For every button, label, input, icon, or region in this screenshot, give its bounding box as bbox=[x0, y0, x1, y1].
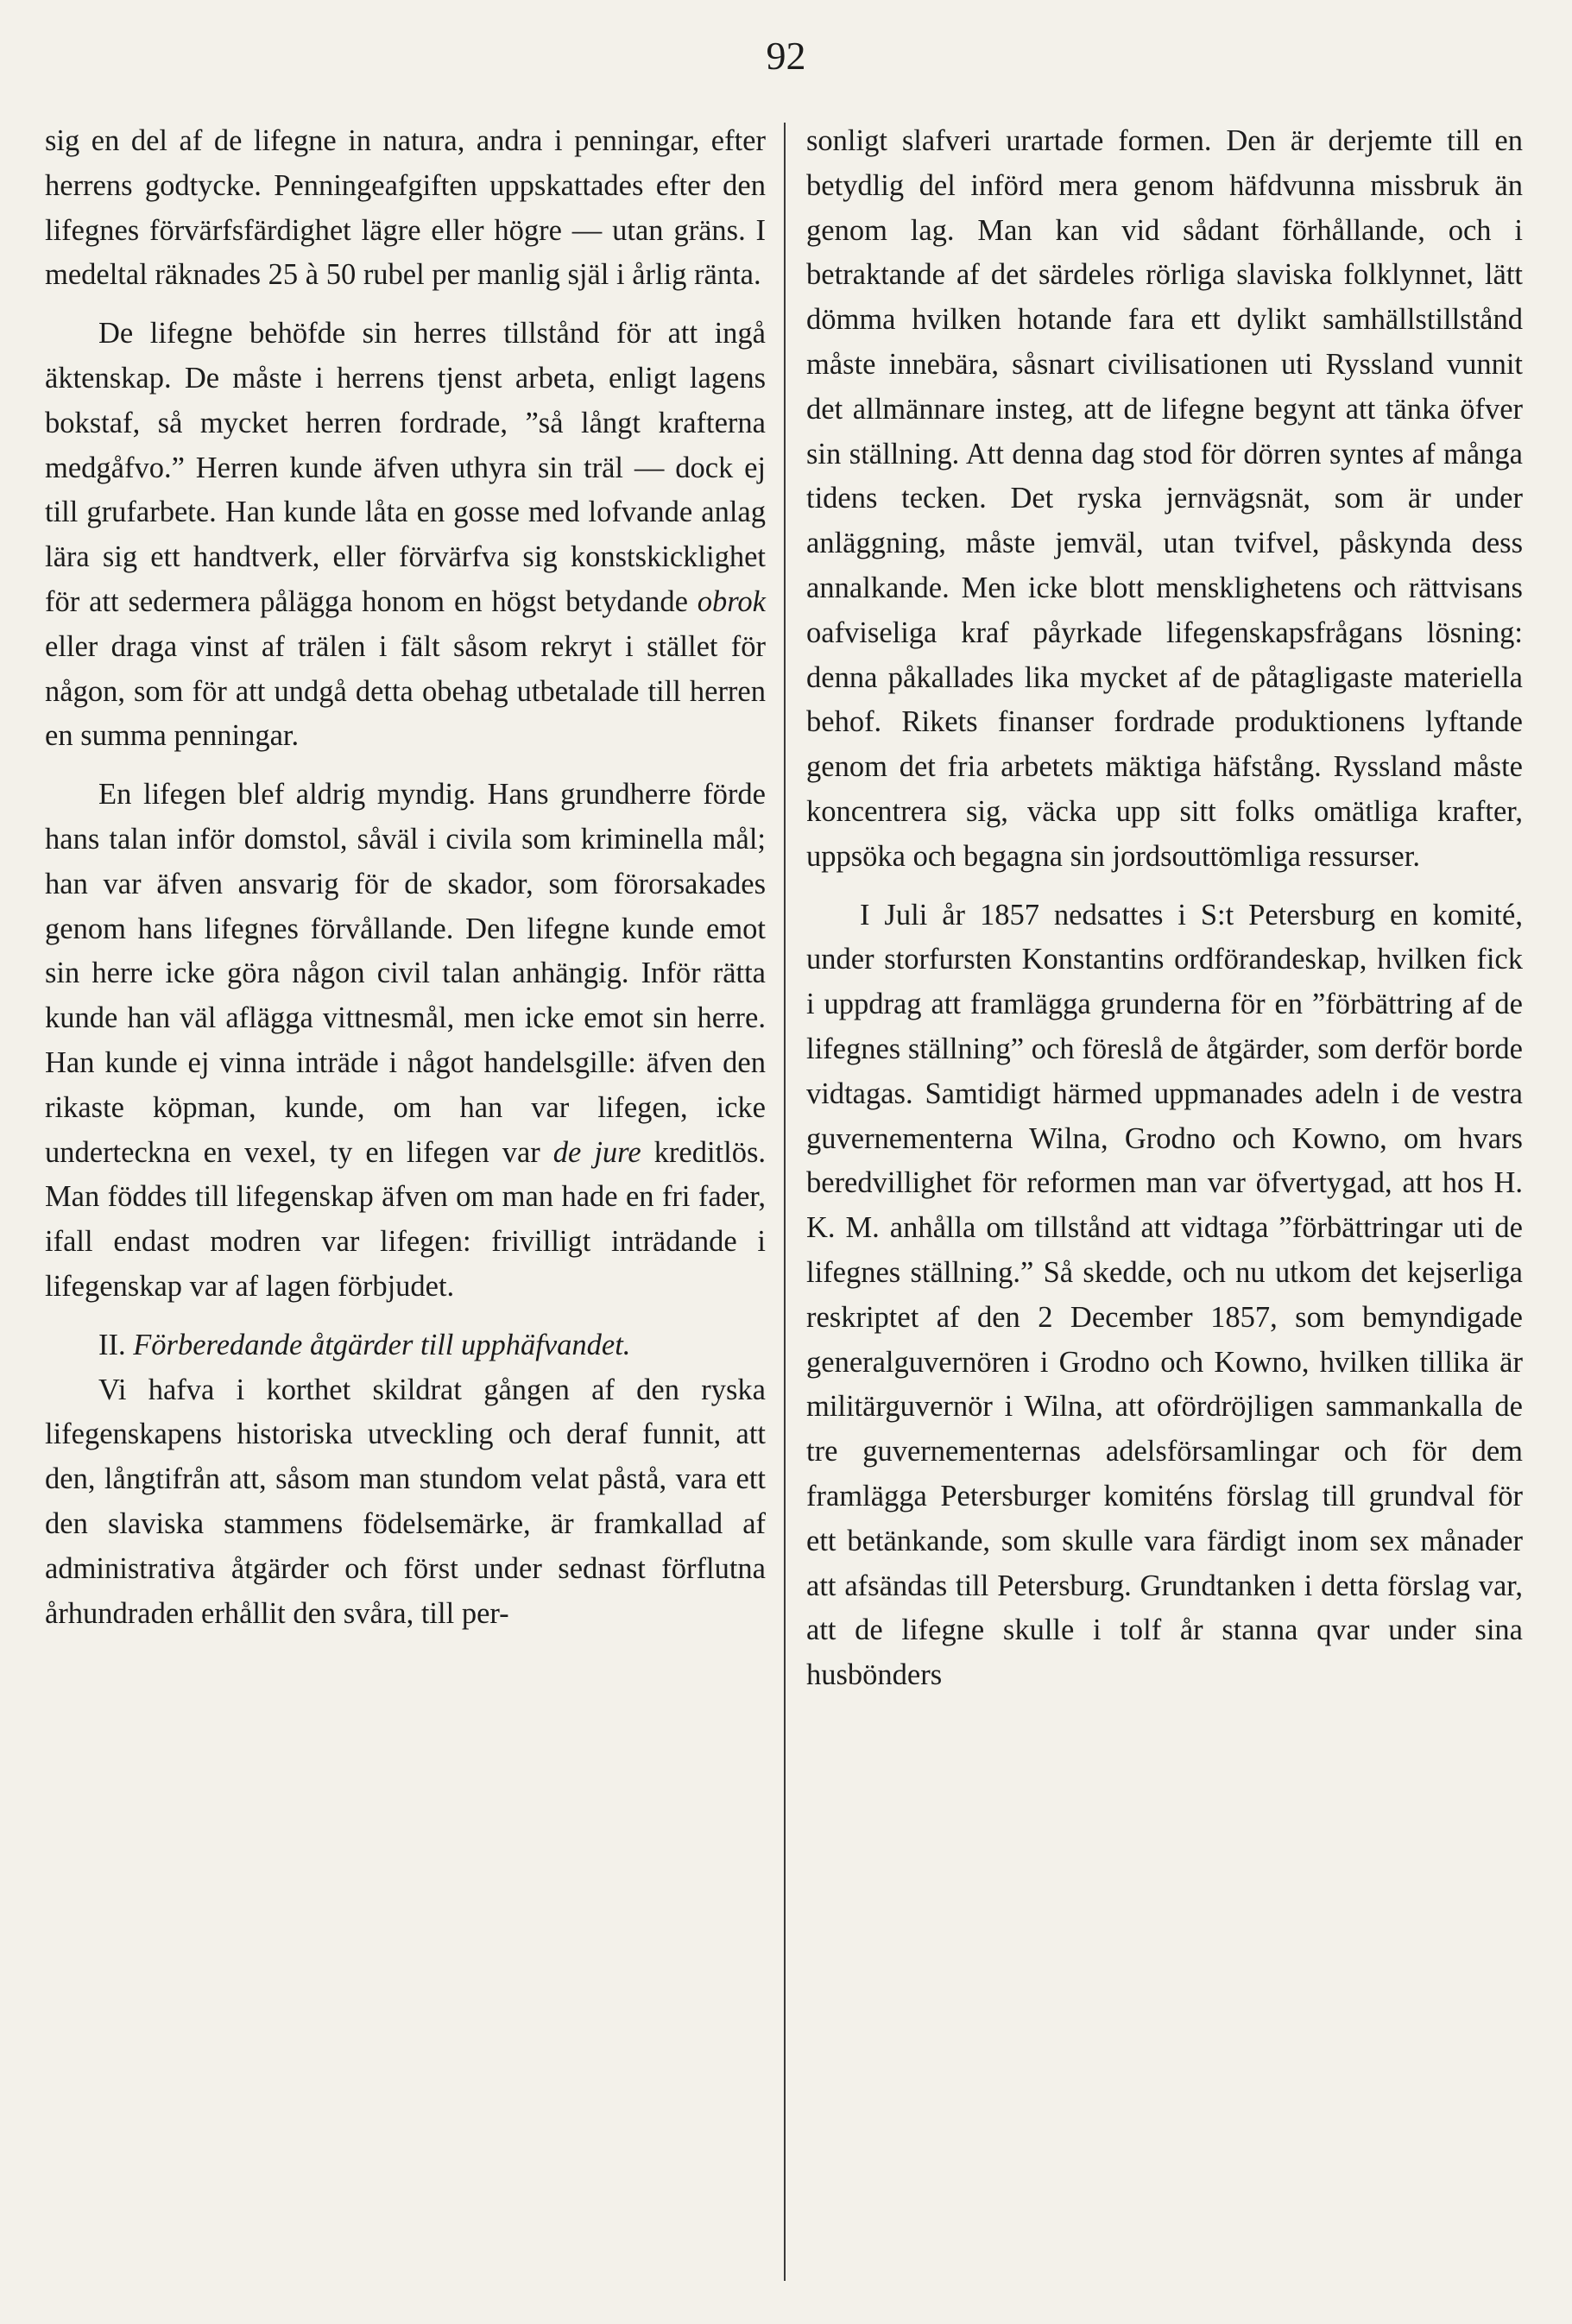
section-title: Förberedande åtgärder till upphäfvandet. bbox=[133, 1328, 631, 1361]
paragraph-text: De lifegne behöfde sin herres tillstånd för att ingå äktenskap. De måste i herrens tjenst arbeta, enligt lagens bokstaf, så mycket herren fordrade, ”så långt krafterna medgåfvo.” Herren kunde äfven uthyra sin träl — dock ej till grufarbete. Han kunde låta en gosse med lofvande anlag lära sig ett handtverk, eller förvärfva sig konstskicklighet för att sedermera pålägga honom en högst betydande bbox=[45, 317, 766, 618]
italic-term: obrok bbox=[697, 584, 766, 618]
section-heading bbox=[45, 1323, 766, 1368]
paragraph-text: En lifegen blef aldrig myndig. Hans grundherre förde hans talan inför domstol, såväl i civila som kriminella mål; han var äfven ansvarig för de skador, som förorsakades genom hans lifegnes förvållande. Den lifegne kunde emot sin herre icke göra någon civil talan anhängig. Inför rätta kunde han väl aflägga vittnesmål, men icke emot sin herre. Han kunde ej vinna inträde i något handelsgille: äfven den rikaste köpman, kunde, om han var lifegen, icke underteckna en vexel, ty en lifegen var bbox=[45, 778, 766, 1169]
paragraph-text: eller draga vinst af trälen i fält såsom rekryt i stället för någon, som för att undgå detta obehag utbetalade till herren en summa penningar. bbox=[45, 629, 766, 753]
paragraph: I Juli år 1857 nedsattes i S:t Petersburg en komité, under storfursten Konstantins ordförandeskap, hvilken fick i uppdrag att framlägga grunderna för en ”förbättring af de lifegnes ställning” och föreslå de åtgärder, som derför borde vidtagas. Samtidigt härmed uppmanades adeln i de vestra guvernementerna Wilna, Grodno och Kowno, om hvars beredvillighet för reformen man var öfvertygad, att hos H. K. M. anhålla om tillstånd att vidtaga ”förbättringar uti de lifegnes ställning.” Så skedde, och nu utkom det kejserliga reskriptet af den 2 December 1857, som bemyndigade generalguvernören i Grodno och Kowno, hvilken tillika är militärguvernör i Wilna, att ofördröjligen sammankalla de tre guvernementernas adelsförsamlingar och för dem framlägga Petersburger komiténs förslag till grundval för ett betänkande, som skulle vara färdigt inom sex månader att afsändas till Petersburg. Grundtanken i detta förslag var, att de lifegne skulle i tolf år stanna qvar under sina husbönders bbox=[806, 898, 1523, 1692]
paragraph-gap bbox=[45, 1310, 766, 1323]
paragraph-text: kreditlös. Man föddes till lifegenskap äfven om man hade en fri fader, ifall endast modren var lifegen: frivilligt inträdande i lifegenskap var af lagen förbjudet. bbox=[45, 1135, 767, 1303]
page-number: 92 bbox=[766, 34, 806, 78]
paragraph: sig en del af de lifegne in natura, andra i penningar, efter herrens godtycke. Penningeafgiften uppskattades efter den lifegnes förvärfsfärdighet lägre eller högre — utan gräns. I medeltal räknades 25 à 50 rubel per manlig själ i årlig ränta. bbox=[45, 124, 766, 292]
right-column bbox=[806, 119, 1523, 1698]
section-number: II. bbox=[98, 1328, 126, 1361]
paragraph: Vi hafva i korthet skildrat gången af den ryska lifegenskapens historiska utveckling och deraf funnit, att den, långtifrån att, såsom man stundom velat påstå, vara ett den slaviska stammens födelsemärke, är framkallad af administrativa åtgärder och först under sednast förflutna århundraden erhållit den svåra, till per- bbox=[45, 1373, 766, 1630]
paragraph-gap bbox=[45, 759, 766, 773]
paragraph-gap bbox=[45, 298, 766, 312]
left-column bbox=[45, 119, 766, 1636]
paragraph: sonligt slafveri urartade formen. Den är derjemte till en betydlig del införd mera genom häfdvunna missbruk än genom lag. Man kan vid sådant förhållande, och i betraktande af det särdeles rörliga slaviska folklynnet, lätt dömma hvilken hotande fara ett dylikt samhällstillstånd måste innebära, såsnart civilisationen uti Ryssland vunnit det allmännare insteg, att de lifegne begynt att tänka öfver sin ställning. Att denna dag stod för dörren syntes af många tidens tecken. Det ryska jernvägsnät, som är under anläggning, måste jemväl, utan tvifvel, påskynda dess annalkande. Men icke blott mensklighetens och rättvisans oafviseliga kraf påyrkade lifegenskapsfrågans lösning: denna påkallades lika mycket af de påtagligaste materiella behof. Rikets finanser fordrade produktionens lyftande genom det fria arbetets mäktiga häfstång. Ryssland måste koncentrera sig, väcka upp sitt folks omätliga krafter, uppsöka och begagna sin jordsouttömliga ressurser. bbox=[806, 124, 1523, 873]
paragraph bbox=[45, 312, 766, 759]
italic-term: de jure bbox=[552, 1135, 641, 1169]
paragraph bbox=[45, 773, 766, 1310]
column-divider bbox=[784, 123, 786, 2281]
paragraph-gap bbox=[806, 880, 1523, 894]
